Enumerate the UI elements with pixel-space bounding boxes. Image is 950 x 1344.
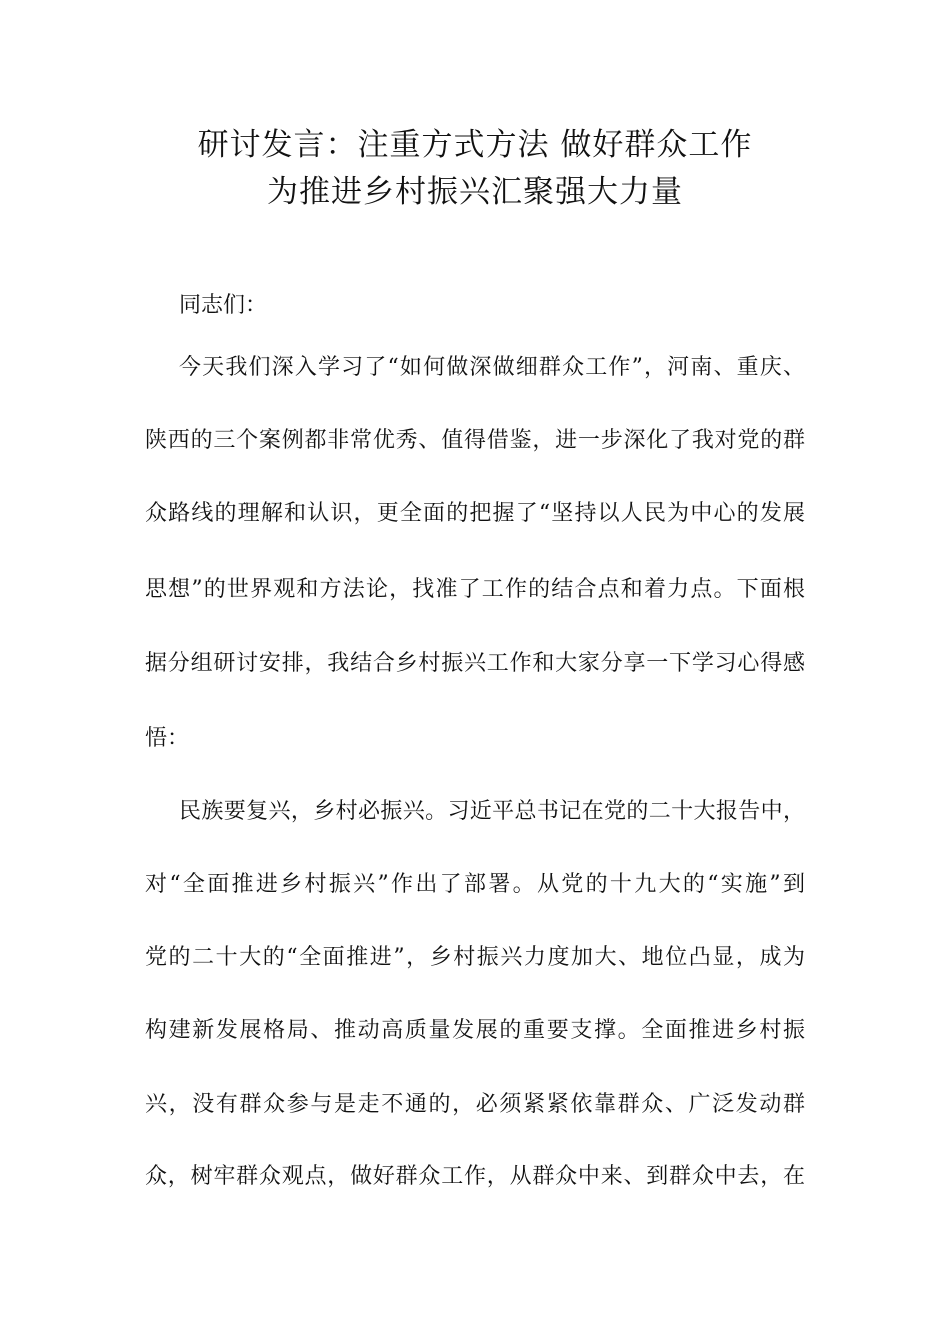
paragraph-line: 今天我们深入学习了“如何做深做细群众工作”，河南、重庆、: [179, 355, 805, 380]
paragraph-line: 众路线的理解和认识，更全面的把握了“坚持以人民为中心的发展: [145, 501, 805, 526]
paragraph-line: 民族要复兴，乡村必振兴。习近平总书记在党的二十大报告中，: [179, 799, 805, 824]
paragraph-line: 陕西的三个案例都非常优秀、值得借鉴，进一步深化了我对党的群: [145, 428, 805, 453]
salutation: 同志们：: [179, 293, 268, 318]
title-line-1: 研讨发言：注重方式方法 做好群众工作: [197, 127, 753, 163]
paragraph-line: 据分组研讨安排，我结合乡村振兴工作和大家分享一下学习心得感: [145, 651, 805, 676]
paragraph-line: 构建新发展格局、推动高质量发展的重要支撑。全面推进乡村振: [145, 1018, 805, 1043]
paragraph-line: 党的二十大的“全面推进”，乡村振兴力度加大、地位凸显，成为: [145, 945, 805, 970]
paragraph-line: 悟：: [145, 726, 190, 751]
paragraph-line: 思想”的世界观和方法论，找准了工作的结合点和着力点。下面根: [145, 577, 805, 602]
paragraph-line: 众，树牢群众观点，做好群众工作，从群众中来、到群众中去，在: [145, 1164, 805, 1189]
paragraph-line: 对“全面推进乡村振兴”作出了部署。从党的十九大的“实施”到: [145, 872, 805, 897]
title-line-2: 为推进乡村振兴汇聚强大力量: [267, 174, 683, 210]
paragraph-line: 兴，没有群众参与是走不通的，必须紧紧依靠群众、广泛发动群: [145, 1092, 805, 1117]
